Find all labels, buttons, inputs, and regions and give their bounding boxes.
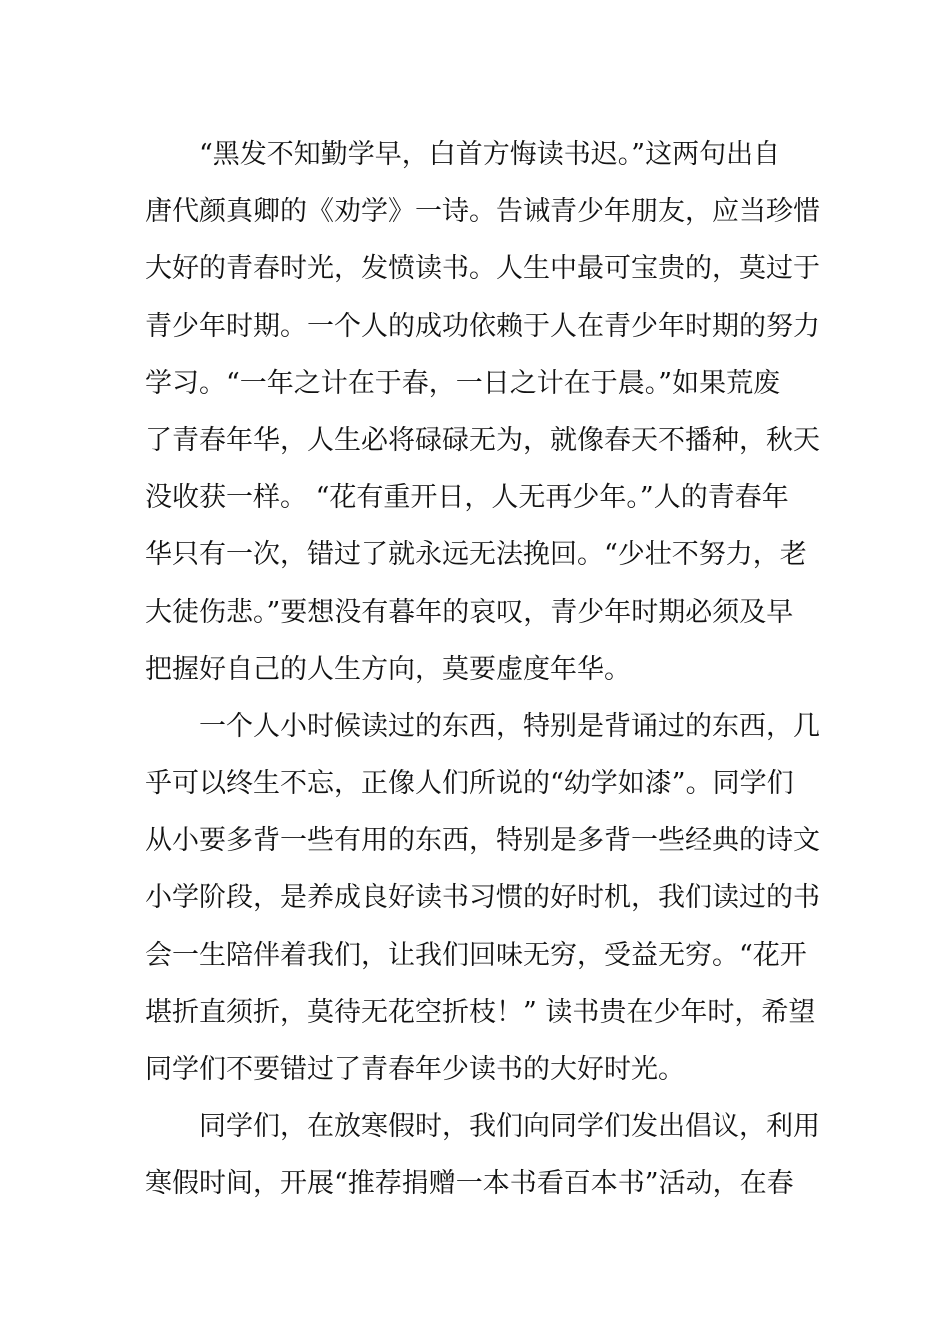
paragraph-line: 从小要多背一些有用的东西，特别是多背一些经典的诗文: [145, 825, 820, 857]
paragraph-line: 同学们不要错过了青春年少读书的大好时光。: [145, 1054, 685, 1085]
paragraph-line: 乎可以终生不忘，正像人们所说的“幼学如漆”。同学们: [145, 768, 794, 800]
paragraph-line: “黑发不知勤学早，白首方悔读书迟。”这两句出自: [199, 139, 781, 170]
paragraph-line: 一个人小时候读过的东西，特别是背诵过的东西，几: [199, 710, 820, 742]
paragraph-line: 大徒伤悲。”要想没有暮年的哀叹，青少年时期必须及早: [145, 596, 794, 628]
paragraph-line: 华只有一次，错过了就永远无法挽回。“少壮不努力，老: [145, 539, 807, 571]
paragraph-line: 寒假时间，开展“推荐捐赠一本书看百本书”活动，在春: [145, 1168, 794, 1200]
paragraph-line: 唐代颜真卿的《劝学》一诗。告诫青少年朋友，应当珍惜: [145, 196, 820, 228]
paragraph-line: 把握好自己的人生方向，莫要虚度年华。: [145, 653, 631, 685]
paragraph-line: 大好的青春时光，发愤读书。人生中最可宝贵的，莫过于: [145, 253, 820, 285]
document-body: [145, 126, 820, 1213]
paragraph-line: 同学们，在放寒假时，我们向同学们发出倡议，利用: [199, 1111, 820, 1143]
paragraph-1: [145, 126, 820, 698]
paragraph-2: [145, 698, 820, 1098]
paragraph-line: 小学阶段，是养成良好读书习惯的好时机，我们读过的书: [145, 882, 820, 914]
paragraph-line: 堪折直须折，莫待无花空折枝！” 读书贵在少年时，希望: [145, 996, 816, 1028]
paragraph-line: 青少年时期。一个人的成功依赖于人在青少年时期的努力: [145, 310, 820, 342]
paragraph-3: [145, 1098, 820, 1212]
paragraph-line: 了青春年华，人生必将碌碌无为，就像春天不播种，秋天: [145, 424, 820, 456]
paragraph-line: 没收获一样。 “花有重开日，人无再少年。”人的青春年: [145, 482, 789, 514]
paragraph-line: 学习。“一年之计在于春，一日之计在于晨。”如果荒废: [145, 367, 781, 399]
paragraph-line: 会一生陪伴着我们，让我们回味无穷，受益无穷。“花开: [145, 939, 807, 971]
